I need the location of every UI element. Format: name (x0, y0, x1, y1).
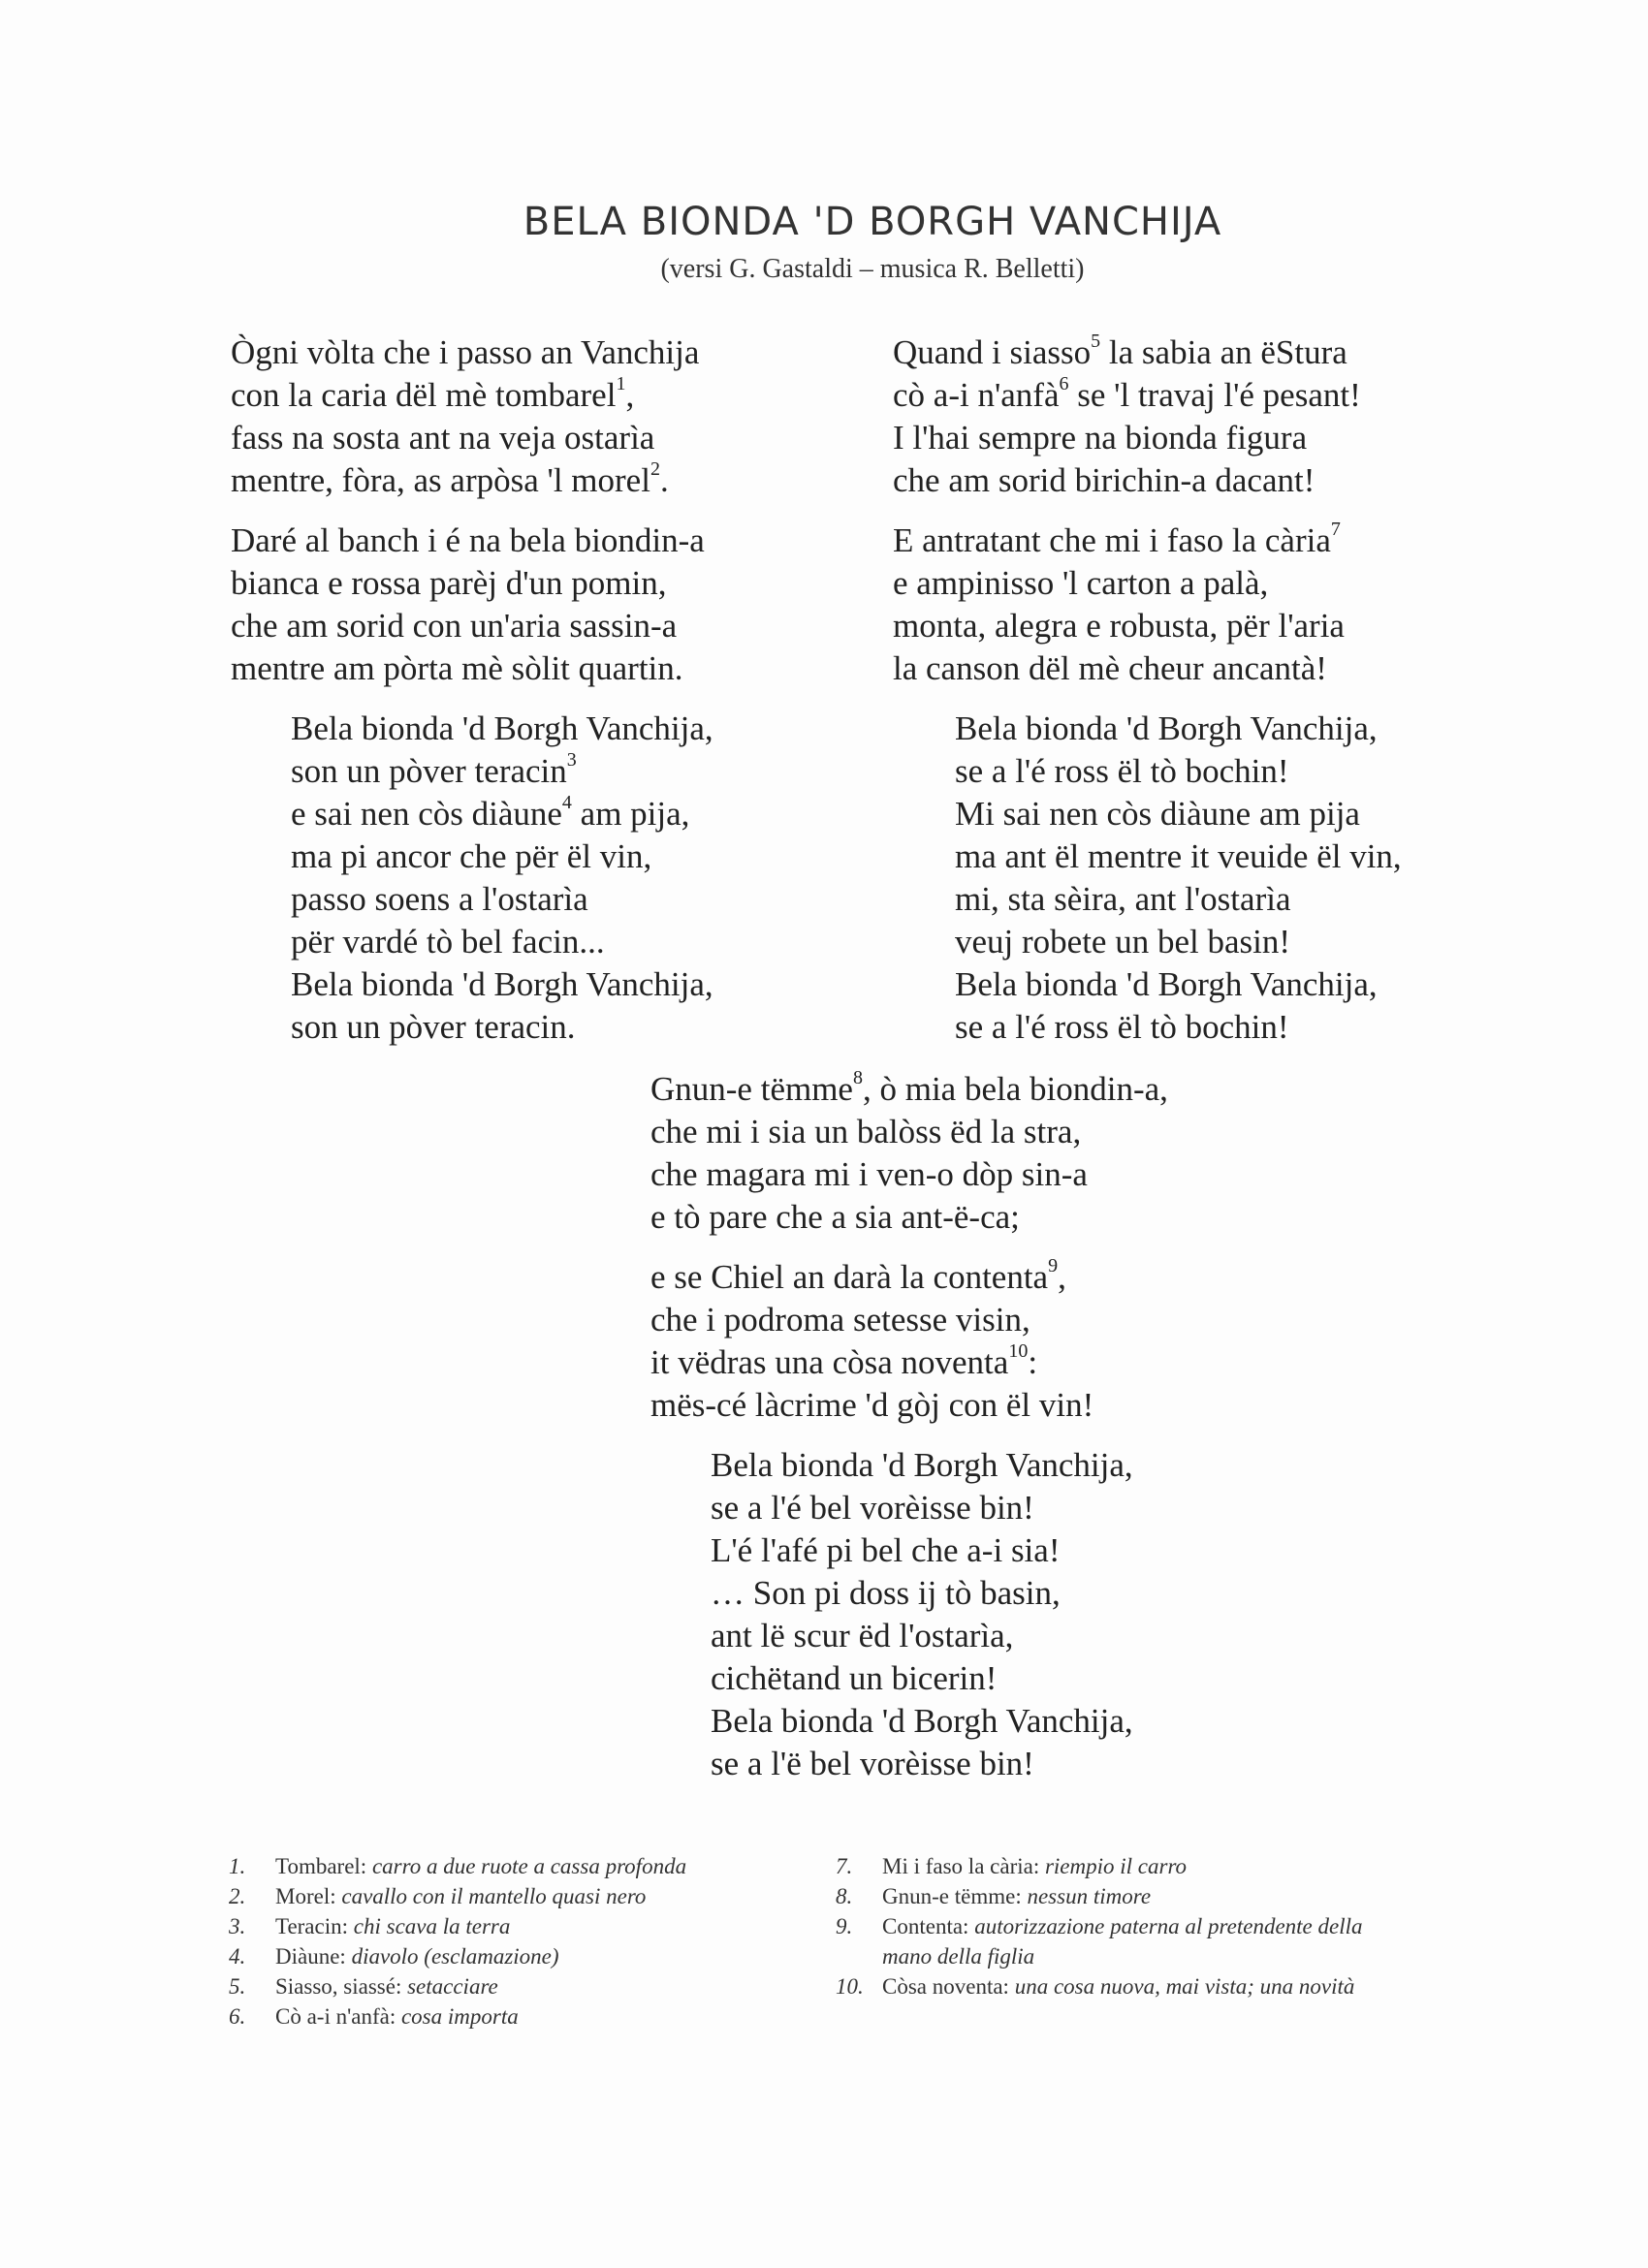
right-stanza-1 (893, 331, 1361, 502)
verse-line: Ògni vòlta che i passo an Vanchija (231, 333, 700, 371)
verse-line: con la caria dël mè tombarel$^1$, (231, 373, 635, 414)
verse-line: … Son pi doss ij tò basin, (711, 1574, 1061, 1612)
verse-line: son un pòver teracin$^3$ (291, 749, 577, 790)
verse-line: ma pi ancor che për ël vin, (291, 837, 652, 875)
verse-line: e sai nen còs diàune$^4$ am pija, (291, 792, 690, 833)
verse-line: Bela bionda 'd Borgh Vanchija, (291, 709, 713, 747)
verse-line: ma ant ël mentre it veuide ël vin, (955, 837, 1402, 875)
footnote-ref: 10 (1008, 1340, 1029, 1363)
verse-line: Daré al banch i é na bela biondin-a (231, 521, 705, 559)
verse-line: fass na sosta ant na veja ostarìa (231, 419, 655, 457)
footnote-ref: 5 (1091, 331, 1101, 353)
left-refrain (291, 708, 713, 1049)
footnotes-right (836, 1851, 1495, 2001)
footnote: 6. Cò a-i n'anfà: cosa importa (229, 2004, 519, 2029)
footnote-ref: 2 (650, 458, 660, 481)
verse-line: L'é l'afé pi bel che a-i sia! (711, 1531, 1061, 1569)
verse-line: bianca e rossa parèj d'un pomin, (231, 564, 667, 602)
verse-line: se a l'é bel vorèisse bin! (711, 1489, 1034, 1527)
verse-line: mentre am pòrta mè sòlit quartin. (231, 649, 683, 687)
left-stanza-2 (231, 520, 705, 690)
footnote-ref: 7 (1330, 519, 1341, 541)
verse-line: monta, alegra e robusta, për l'aria (893, 607, 1345, 645)
center-stanza-1 (650, 1068, 1168, 1239)
footnote-ref: 4 (561, 792, 572, 814)
footnote-ref: 9 (1048, 1255, 1059, 1277)
right-refrain (955, 708, 1402, 1049)
verse-line: mi, sta sèira, ant l'ostarìa (955, 880, 1291, 918)
footnote-ref: 1 (616, 373, 626, 395)
verse-line: E antratant che mi i faso la cària$^7$ (893, 519, 1341, 559)
verse-line: e tò pare che a sia ant-ë-ca; (650, 1198, 1020, 1236)
verse-line: son un pòver teracin. (291, 1008, 576, 1046)
footnote-ref: 8 (852, 1067, 863, 1089)
verse-line: che magara mi i ven-o dòp sin-a (650, 1155, 1088, 1193)
verse-line: cichëtand un bicerin! (711, 1659, 998, 1697)
footnote: 8. Gnun-e tëmme: nessun timore (836, 1884, 1152, 1908)
verse-line: che am sorid birichin-a dacant! (893, 461, 1315, 499)
verse-line: se a l'ë bel vorèisse bin! (711, 1745, 1034, 1782)
left-stanza-1 (231, 331, 699, 502)
footnote-ref: 3 (566, 749, 577, 772)
verse-line: Quand i siasso$^5$ la sabia an ëStura (893, 331, 1347, 371)
footnote: 9. Contenta: autorizzazione paterna al pretendente della mano della figlia (836, 1914, 1363, 1969)
verse-line: Mi sai nen còs diàune am pija (955, 795, 1360, 833)
verse-line: Bela bionda 'd Borgh Vanchija, (955, 709, 1378, 747)
center-refrain (711, 1444, 1133, 1785)
center-stanza-2 (650, 1256, 1093, 1427)
right-stanza-2 (893, 520, 1345, 690)
song-credits: (versi G. Gastaldi – musica R. Belletti) (660, 254, 1085, 284)
verse-line: passo soens a l'ostarìa (291, 880, 588, 918)
verse-line: che i podroma setesse visin, (650, 1301, 1030, 1339)
footnote: 5. Siasso, siassé: setacciare (229, 1974, 498, 1999)
verse-line: ant lë scur ëd l'ostarìa, (711, 1617, 1014, 1654)
footnote: 7. Mi i faso la cària: riempio il carro (836, 1854, 1188, 1878)
verse-line: e ampinisso 'l carton a palà, (893, 564, 1269, 602)
verse-line: I l'hai sempre na bionda figura (893, 419, 1308, 457)
verse-line: Gnun-e tëmme$^8$, ò mia bela biondin-a, (650, 1067, 1168, 1108)
verse-line: veuj robete un bel basin! (955, 923, 1291, 961)
verse-line: Bela bionda 'd Borgh Vanchija, (711, 1446, 1133, 1484)
footnote: 1. Tombarel: carro a due ruote a cassa profonda (229, 1854, 687, 1878)
footnote: 10. Còsa noventa: una cosa nuova, mai vista; una novità (836, 1974, 1355, 1999)
verse-line: Bela bionda 'd Borgh Vanchija, (291, 965, 713, 1003)
footnote-ref: 6 (1059, 373, 1069, 395)
verse-line: se a l'é ross ël tò bochin! (955, 752, 1289, 790)
verse-line: Bela bionda 'd Borgh Vanchija, (711, 1702, 1133, 1740)
verse-line: che mi i sia un balòss ëd la stra, (650, 1113, 1082, 1150)
verse-line: it vëdras una còsa noventa$^{10}$: (650, 1340, 1038, 1381)
song-title: BELA BIONDA 'D BORGH VANCHIJA (523, 200, 1222, 244)
verse-line: che am sorid con un'aria sassin-a (231, 607, 678, 645)
footnote: 2. Morel: cavallo con il mantello quasi nero (229, 1884, 647, 1908)
verse-line: e se Chiel an darà la contenta$^9$, (650, 1255, 1066, 1296)
verse-line: se a l'é ross ël tò bochin! (955, 1008, 1289, 1046)
verse-line: la canson dël mè cheur ancantà! (893, 649, 1327, 687)
verse-line: Bela bionda 'd Borgh Vanchija, (955, 965, 1378, 1003)
verse-line: cò a-i n'anfà$^6$ se 'l travaj l'é pesant! (893, 373, 1361, 414)
verse-line: për vardé tò bel facin... (291, 923, 605, 961)
footnote: 3. Teracin: chi scava la terra (229, 1914, 511, 1938)
footnotes-left (229, 1851, 810, 2032)
verse-line: mentre, fòra, as arpòsa 'l morel$^2$. (231, 458, 669, 499)
footnote: 4. Diàune: diavolo (esclamazione) (229, 1944, 559, 1969)
verse-line: mës-cé làcrime 'd gòj con ël vin! (650, 1386, 1094, 1424)
